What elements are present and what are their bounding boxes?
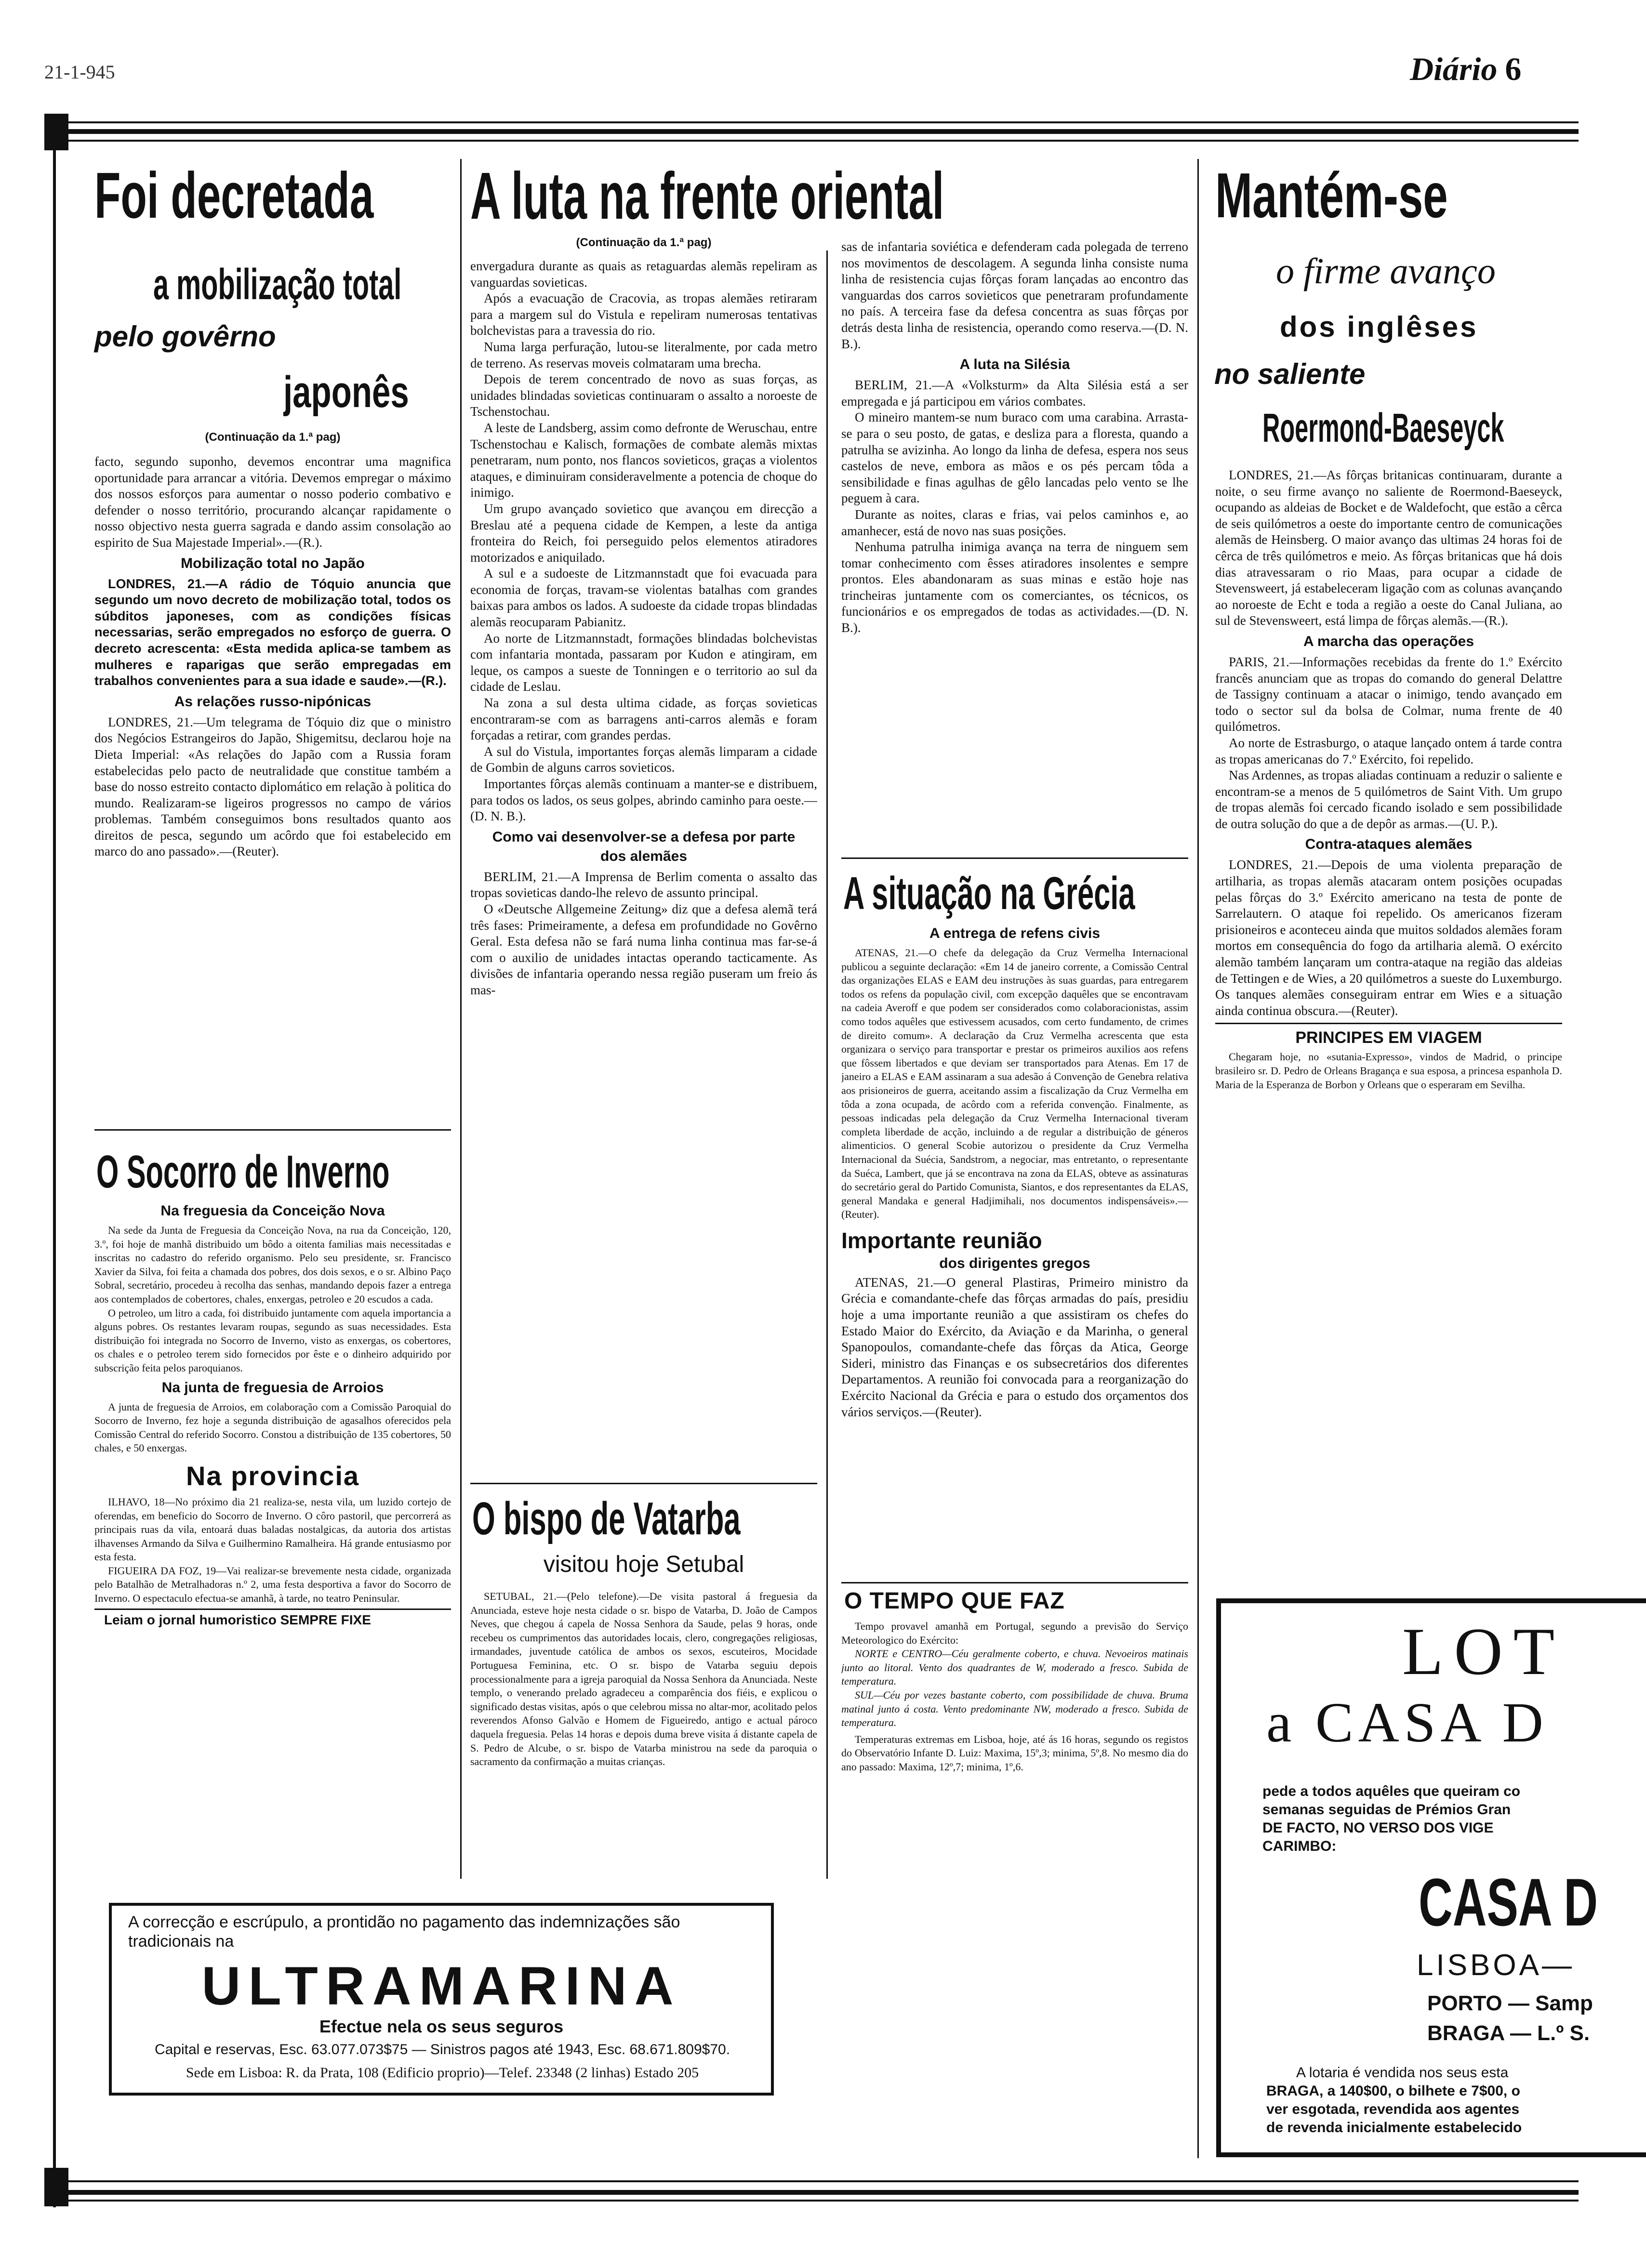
tempo-paragraph-2: NORTE e CENTRO—Céu geralmente coberto, e chuva. Nevoeiros matinais junto ao litoral. Vento dos quadrantes de W, moderado a fresco. Subida de temperatura. [841,1648,1188,1688]
mobilizacao-column [94,454,451,1123]
grecia-heading-2: Importante reunião [841,1227,1042,1253]
top-rule-thin [47,121,1579,123]
luta-paragraph-3: Numa larga perfuração, lutou-se literalmente, por cada metro de terreno. As reservas moveis colmataram uma brecha. [470,339,817,370]
grecia-end-rule [841,1582,1188,1583]
mantem-paragraph-1: LONDRES, 21.—As fôrças britanicas continuaram, durante a noite, o seu firme avanço no saliente de Roermond-Baeseyck, ocupando as aldeias de Bocket e de Waldefocht, que estão a cêrca de seis quilómetros a oeste do importante centro de comunicações alemãs de Heinsberg. O maior avanço das ultimas 24 horas foi de cêrca de três quilómetros e meio. As fôrças britanicas que há dois dias atravessaram o rio Maas, para ocupar a cidade de Stevensweert, já estabeleceram ligação com as colunas avançando ao noroeste de Echt e toda a região a oeste do Canal Juliana, ao sul de Stevensweert, está limpa de fôrças alemãs.—(R.). [1215,468,1562,628]
ultramarina-sede: Sede em Lisboa: R. da Prata, 108 (Edificio proprio)—Telef. 23348 (2 linhas) Estado 205 [186,2065,699,2081]
ultramarina-capital: Capital e reservas, Esc. 63.077.073$75 — Sinistros pagos até 1943, Esc. 68.671.809$70. [154,2042,730,2057]
page-number: 6 [1505,51,1522,87]
lotaria-lot: LOT [1402,1614,1566,1689]
lotaria-bottom-4: de revenda inicialmente estabelecido [1266,2120,1522,2136]
masthead-logo [1410,50,1521,88]
luta-paragraph-15: BERLIM, 21.—A «Volksturm» da Alta Silésia está a ser empregada e já participou em vários combates. [841,378,1188,409]
mantem-paragraph-2: PARIS, 21.—Informações recebidas da frente do 1.º Exército francês anunciam que as tropas do comando do general Delattre de Tassigny continuam a atacar o inimigo, tendo avançado em todo o sector sul da bolsa de Colmar, numa frente de 40 quilómetros. [1215,654,1562,734]
mobilizacao-end-rule [94,1129,451,1131]
lotaria-braga: BRAGA — L.º S. [1427,2021,1590,2045]
masthead-title: Diário [1410,51,1498,87]
tempo-paragraph-1: Tempo provavel amanhã em Portugal, segundo a previsão do Serviço Meteorologico do Exército: [841,1620,1188,1646]
luta-heading-1: Como vai desenvolver-se a defesa por parte dos alemães [492,829,796,864]
lotaria-text-1: pede a todos aquêles que queiram co [1262,1783,1521,1799]
mobilizacao-subtitle-3: japonês [283,368,409,417]
socorro-paragraph-2: O petroleo, um litro a cada, foi distribuido juntamente com aquela importancia a alguns pobres. Os restantes levaram roupas, segundo as suas necessidades. Esta distribuição foi integrada no Socorro de Inverno, visto as enxergas, os cobertores, os chales e o petroleo terem sido fornecidos por êste e o dinheiro adquirido por subscrição feita pelos paroquianos. [94,1306,451,1374]
luta-paragraph-1: envergadura durante as quais as retaguardas alemãs repeliram as vanguardas sovieticas. [470,259,817,290]
tempo-title: O TEMPO QUE FAZ [844,1588,1065,1614]
lotaria-text-3: DE FACTO, NO VERSO DOS VIGE [1262,1820,1494,1836]
left-edge-block-top [44,114,68,150]
mantem-paragraph-3: Ao norte de Estrasburgo, o ataque lançado ontem á tarde contra as tropas americanas do 7.º Exército, foi repelido. [1215,735,1562,766]
socorro-heading-3: Na provincia [186,1460,360,1491]
lotaria-big: CASA D [1419,1864,1598,1940]
ultramarina-ad [109,1903,774,2096]
mantem-paragraph-5: LONDRES, 21.—Depois de uma violenta preparação de artilharia, as tropas alemãs atacaram ontem posições ocupadas pelas fôrças do 3.º Exército americano na testa de ponte de Sarrelautern. O ataque foi repelido. Os americanos fizeram prisioneiros e aconteceu ainda que muitos soldados alemães foram mortos em consequência do fogo da artilharia alemã. O exército alemão também lançaram um contra-ataque na região das aldeias de Tettingen e de Wies, a 20 quilómetros a sueste do Luxemburgo. Os tanques alemães conseguiram entrar em Wies e a situação ainda continua obscura.—(Reuter). [1215,857,1562,1018]
socorro-ad-rule [94,1609,451,1610]
grecia-paragraph-2: ATENAS, 21.—O general Plastiras, Primeiro ministro da Grécia e comandante-chefe das fôrças armadas do país, presidiu hoje a uma importante reunião a que assistiram os chefes do Estado Maior do Exército, da Aviação e da Marinha, o general Spanopoulos, comandante-chefe das fôrças da Atica, George Sideri, ministro das Finanças e os subsecretários dos diferentes Departamentos. A reunião foi convocada para a reorganização do Exército Nacional da Grécia e para o estudo dos orçamentos dos vários serviços.—(Reuter). [841,1275,1188,1419]
socorro-heading-2: Na junta de freguesia de Arroios [161,1379,384,1396]
ultramarina-subtitle: Efectue nela os seus seguros [319,2017,564,2036]
mantem-subtitle-4: Roermond-Baeseyck [1262,405,1504,450]
luta-paragraph-9: Na zona a sul desta ultima cidade, as forças sovieticas encontraram-se com as barragens anti-carros alemãs e foram forçadas a retirar, com grandes perdas. [470,696,817,743]
mobilizacao-subtitle-1: a mobilização total [153,261,402,308]
bispo-title: O bispo de Vatarba [472,1493,741,1544]
grecia-heading-3: dos dirigentes gregos [939,1255,1090,1271]
luta-paragraph-7: A sul e a sudoeste de Litzmannstadt que foi evacuada para economia de forças, travam-se violentas batalhas com grandes baixas para ambos os lados. A sudoeste da cidade tropas blindadas alemãs reocuparam Pabianitz. [470,566,817,630]
socorro-heading-1: Na freguesia da Conceição Nova [160,1203,385,1219]
lotaria-lisboa: LISBOA— [1417,1949,1575,1982]
luta-paragraph-5: A leste de Landsberg, assim como defronte de Weruschau, entre Tschenstochau e Kalisch, formações de combate alemãs mixtas penetraram, num ponto, nos flancos sovieticos, graças a violentos ataques, e diminuiram consideravelmente a potencia de choque do inimigo. [470,420,817,500]
lotaria-bottom-2: BRAGA, a 140$00, o bilhete e 7$00, o [1266,2083,1520,2099]
socorro-column [94,1199,451,1825]
mantem-subtitle-3: no saliente [1214,358,1366,390]
mantem-title: Mantém-se [1215,160,1448,231]
bottom-rule-thick [47,2190,1579,2195]
mantem-paragraph-6: Chegaram hoje, no «sutania-Expresso», vindos de Madrid, o principe brasileiro sr. D. Pedro de Orleans Bragança e sua esposa, a princesa espanhola D. Maria de la Esperanza de Borbon y Orleans que o esperaram em Sevilha. [1215,1051,1562,1091]
page-date: 21-1-945 [44,61,115,83]
column-rule-1 [460,159,462,1879]
mobilizacao-paragraph-1: facto, segundo suponho, devemos encontrar uma magnifica oportunidade para arrancar a vitória. Devemos empregar o máximo dos nossos esforços para aumentar o nosso poderio combativo e defender o nosso território, procurando alcançar rapidamente o nosso objectivo nesta guerra sagrada e dando assim consolação ao espirito de Sua Majestade Imperial».—(R.). [94,454,451,550]
lotaria-porto: PORTO — Samp [1427,1991,1593,2015]
socorro-paragraph-3: A junta de freguesia de Arroios, em colaboração com a Comissão Paroquial do Socorro de Inverno, fez hoje a segunda distribuição de agasalhos oferecidos pela Comissão Central do referido Socorro. Constou a distribuição de 135 cobertores, 50 chales, e 50 enxergas. [94,1400,451,1454]
left-edge-line [53,150,56,2207]
grecia-column [841,921,1188,1576]
mobilizacao-heading-3: As relações russo-nipónicas [174,693,372,710]
socorro-title: O Socorro de Inverno [96,1146,390,1198]
mobilizacao-heading-2: Mobilização total no Japão [181,555,365,571]
luta-column-1 [470,258,817,1188]
lotaria-ad [1216,1598,1646,2157]
tempo-paragraph-4: Temperaturas extremas em Lisboa, hoje, até ás 16 horas, segundo os registos do Observatório Infante D. Luiz: Maxima, 15º,3; minima, 5º,8. No mesmo dia do ano passado: Maxima, 12º,7; minima, 1º,6. [841,1733,1188,1773]
lotaria-bottom-1: A lotaria é vendida nos seus esta [1296,2065,1509,2081]
luta-title: A luta na frente oriental [470,159,944,233]
tempo-paragraph-3: SUL—Céu por vezes bastante coberto, com possibilidade de chuva. Bruma matinal junto á costa. Vento predominante NW, moderado a fresco. Subida de temperatura. [841,1688,1188,1729]
socorro-ad: Leiam o jornal humoristico SEMPRE FIXE [104,1612,371,1627]
lotaria-text-4: CARIMBO: [1262,1838,1337,1854]
bispo-paragraph-1: SETUBAL, 21.—(Pelo telefone).—De visita pastoral á freguesia da Anunciada, esteve hoje nesta cidade o sr. bispo de Vatarba, D. João de Campos Neves, que chegou á capela de Nossa Senhora da Saude, pelas 9 horas, onde recebeu os cumprimentos das autoridades locais, clero, congregações religiosas, irmandades, juventude católica de ambos os sexos, escuteiros, Mocidade Portuguesa Feminina, etc. O sr. bispo de Vatarba seguiu depois processionalmente para a igreja paroquial da Nossa Senhora da Anunciada. Neste templo, o venerando prelado agradeceu a comparência dos fiéis, e explicou o significado destas visitas, após o que celebrou missa no altar-mor, acolitado pelos reverendos Afonso Galvão e Homem de Figueiredo, antigo e actual pároco daquela freguesia. Pelas 14 horas e depois duma breve visita á distante capela de S. Pedro de Alcube, o sr. bispo de Vatarba ministrou na sede da paroquia o sacramento da confirmação a muitas crianças. [470,1590,817,1768]
column-rule-3 [1197,159,1199,2158]
luta-paragraph-16: O mineiro mantem-se num buraco com uma carabina. Arrasta-se para o seu posto, de gatas, e desliza para a floresta, quando a patrulha se avizinha. Ao longo da linha de defesa, espera nos seus castelos de neve, embora as mãos e os pés percam tôda a sensibilidade e finas agulhas de gêlo lancadas pelo vento se lhe peguem à cara. [841,410,1188,506]
grecia-paragraph-1: ATENAS, 21.—O chefe da delegação da Cruz Vermelha Internacional publicou a seguinte declaração: «Em 14 de janeiro corrente, a Comissão Central das organizações ELAS e EAM deu instruções às suas guardas, para entregarem todos os refens da população civil, com excepção daquêles que se encontravam na cadeia Averoff e que podem ser considerados como colaboracionistas, assim como todos aquêles que estivessem acusados, com certo fundamento, de crimes de direito comum». A declaração da Cruz Vermelha acrescenta que esta organizara o serviço para transportar e prestar os primeiros auxilios aos refens que fôssem libertados e que deviam ser transportados para Atenas. Em 17 de janeiro a ELAS e EAM assinaram a sua adesão á Convenção de Genebra relativa aos prisioneiros de guerra, aceitando assim a fiscalização da Cruz Vermelha em tôda a zona ocupada, de acôrdo com a referida convenção. Finalmente, as pessoas indicadas pela delegação da Cruz Vermelha Internacional tiveram completa liberdade de acção, incluindo a de regular a distribuição de géneros alimenticios. O general Scobie autorizou o presidente da Cruz Vermelha Internacional da Suécia, Sandstrom, a negociar, mas entretanto, o representante da Suéca, Lambert, que já se encontrava na zona da ELAS, obteve as assinaturas do secretário geral do Partido Comunista, Siantos, e dos representantes da ELAS, general Mandaka e general Hadjimihali, nos documentos indispensáveis».—(Reuter). [841,947,1188,1221]
luta-paragraph-10: A sul do Vistula, importantes forças alemãs limparam a cidade de Gombin de alguns carros sovieticos. [470,744,817,775]
luta-paragraph-17: Durante as noites, claras e frias, vai pelos caminhos e, ao amanhecer, está de novo nas suas posições. [841,507,1188,538]
bispo-column [470,1590,817,1879]
mobilizacao-paragraph-3: LONDRES, 21.—Um telegrama de Tóquio diz que o ministro dos Negócios Estrangeiros do Japão, Shigemitsu, declarou hoje na Dieta Imperial: «As relações do Japão com a Russia foram estabelecidas pelo pacto de neutralidade que constitue também a base do nosso estreito contacto diplomático em relação à politica do mundo. Realizaram-se ligeiros progressos no campo de vários problemas. Também conseguimos bons resultados quanto aos direitos de pesca, segundo um acôrdo que foi estabelecido em marco do ano passado».—(Reuter). [94,714,451,859]
grecia-heading-1: A entrega de refens civis [929,925,1101,941]
luta-paragraph-2: Após a evacuação de Cracovia, as tropas alemães retiraram para a margem sul do Vistula e repeliram numerosas tentativas bolchevistas para a travessia do rio. [470,291,817,338]
mobilizacao-continuation: (Continuação da 1.ª pag) [205,431,341,444]
top-rule-dotted [47,140,1579,142]
socorro-paragraph-1: Na sede da Junta de Freguesia da Conceição Nova, na rua da Conceição, 120, 3.º, foi hoje de manhã distribuido um bôdo a oitenta familias mais necessitadas e inscritas no cadastro do referido organismo. Pelo seu presidente, sr. Francisco Xavier da Silva, foi feita a chamada dos pobres, dos dois sexos, e o sr. Albino Paço Sobral, secretário, procedeu à recolha das senhas, mandando depois fazer a entrega aos contemplados de cobertores, chales, enxergas, petroleo e 20 escudos a cada. [94,1224,451,1305]
luta-paragraph-12: BERLIM, 21.—A Imprensa de Berlim comenta o assalto das tropas sovieticas dando-lhe relevo de assunto principal. [470,869,817,900]
luta-continuation: (Continuação da 1.ª pag) [576,236,712,249]
mantem-heading-2: Contra-ataques alemães [1305,836,1473,853]
bottom-rule-thin-2 [47,2200,1579,2202]
lotaria-casa: a CASA D [1266,1691,1548,1754]
mantem-paragraph-4: Nas Ardennes, as tropas aliadas continuam a reduzir o saliente e encontram-se a menos de 5 quilómetros de Saint Vith. Um grupo de tropas alemãs foi cercado ficando isolado e sem possibilidade de outra solução do que a de depôr as armas.—(U. P.). [1215,768,1562,831]
luta-end-rule [841,857,1188,859]
bispo-top-rule [470,1483,817,1484]
luta-column-2 [841,239,1188,805]
luta-paragraph-14: sas de infantaria soviética e defenderam cada polegada de terreno nos movimentos de descolagem. A segunda linha consiste numa linha de resistencia cujas fôrças foram lançadas ao encontro das vanguardas dos carros sovieticos que penetraram profundamente no país. A terceira fase da defesa concentra as suas fôrças por detrás desta linha de resistencia, operando como reserva.—(D. N. B.). [841,239,1188,351]
mobilizacao-title: Foi decretada [94,159,374,232]
mobilizacao-subtitle-2: pelo govêrno [94,320,276,353]
ultramarina-top-text: A correcção e escrúpulo, a prontidão no pagamento das indemnizações são tradicionais na [128,1913,680,1951]
luta-heading-2: A luta na Silésia [959,356,1070,373]
luta-paragraph-11: Importantes fôrças alemãs continuam a manter-se e distribuem, para todos os lados, os seus golpes, abrindo caminho para oeste.—(D. N. B.). [470,777,817,824]
column-rule-2 [826,251,828,1879]
socorro-paragraph-5: FIGUEIRA DA FOZ, 19—Vai realizar-se brevemente nesta cidade, organizada pelo Batalhão de Metralhadoras n.º 2, uma festa desportiva a favor do Socorro de Inverno. O espectaculo efectua-se amanhã, à tarde, no teatro Peninsular. [94,1564,451,1605]
bispo-subtitle: visitou hoje Setubal [543,1552,744,1577]
luta-paragraph-18: Nenhuma patrulha inimiga avança na terra de ninguem sem tomar conhecimento com êsses atiradores insolentes e sempre prontos. Eles abandonaram as suas minas e estão hoje nas trincheiras juntamente com os comerciantes, os técnicos, os funcionários e os empregados de todas as actividades.—(D. N. B.). [841,540,1188,635]
lotaria-text-2: semanas seguidas de Prémios Gran [1262,1802,1511,1818]
mantem-mid-rule [1215,1023,1562,1024]
top-rule-thick [47,129,1579,134]
socorro-paragraph-4: ILHAVO, 18—No próximo dia 21 realiza-se, nesta vila, um luzido cortejo de oferendas, em beneficio do Socorro de Inverno. O côro pastoril, que percorrerá as principais ruas da vila, entoará duas baladas nostalgicas, da autoria dos artistas ilhavenses Armando da Silva e Guilhermino Ramalheira. Há grande entusiasmo por esta festa. [94,1495,451,1563]
luta-paragraph-8: Ao norte de Litzmannstadt, formações blindadas bolchevistas com infantaria montada, passaram por Kudon e atingiram, em leque, os campos a sueste de Tonningen e o territorio ao sul da cidade de Leslau. [470,631,817,694]
lotaria-bottom-3: ver esgotada, revendida aos agentes [1266,2101,1520,2117]
mantem-heading-1: A marcha das operações [1303,633,1474,649]
grecia-title: A situação na Grécia [843,868,1135,919]
luta-paragraph-13: O «Deutsche Allgemeine Zeitung» diz que a defesa alemã terá três fases: Primeiramente, a defesa em profundidade no Govêrno Geral. Esta defesa não se fará numa linha continua mas far-se-á com o auxilio de unidades intactas operando tacticamente. As divisões de infantaria operando nessa região puseram um freio ás mas- [470,901,817,997]
mobilizacao-paragraph-2: LONDRES, 21.—A rádio de Tóquio anuncia que segundo um novo decreto de mobilização total, todos os súbditos japoneses, com as condições físicas necessarias, serão empregados no esforço de guerra. O decreto acrescenta: «Esta medida aplica-se tambem as mulheres e raparigas que serão empregadas em trabalhos convenientes para a sua idade e saude».—(R.). [94,576,451,688]
mantem-column [1215,467,1562,1484]
bottom-rule-thin [47,2180,1579,2182]
mantem-subtitle-2: dos inglêses [1280,311,1478,343]
ultramarina-name: ULTRAMARINA [201,1956,681,2016]
tempo-column [841,1620,1188,1880]
luta-paragraph-4: Depois de terem concentrado de novo as suas forças, as unidades blindadas sovieticas continuaram o assalto a noroeste de Tschenstochau. [470,372,817,419]
mantem-subtitle-1: o firme avanço [1276,251,1496,291]
mantem-heading-3: PRINCIPES EM VIAGEM [1295,1029,1482,1047]
luta-paragraph-6: Um grupo avançado sovietico que avançou em direcção a Breslau até a pequena cidade de Kempen, a leste da antiga fronteira do Reich, foi perseguido pelos elementos atiradores motorizados e aniquilado. [470,501,817,565]
